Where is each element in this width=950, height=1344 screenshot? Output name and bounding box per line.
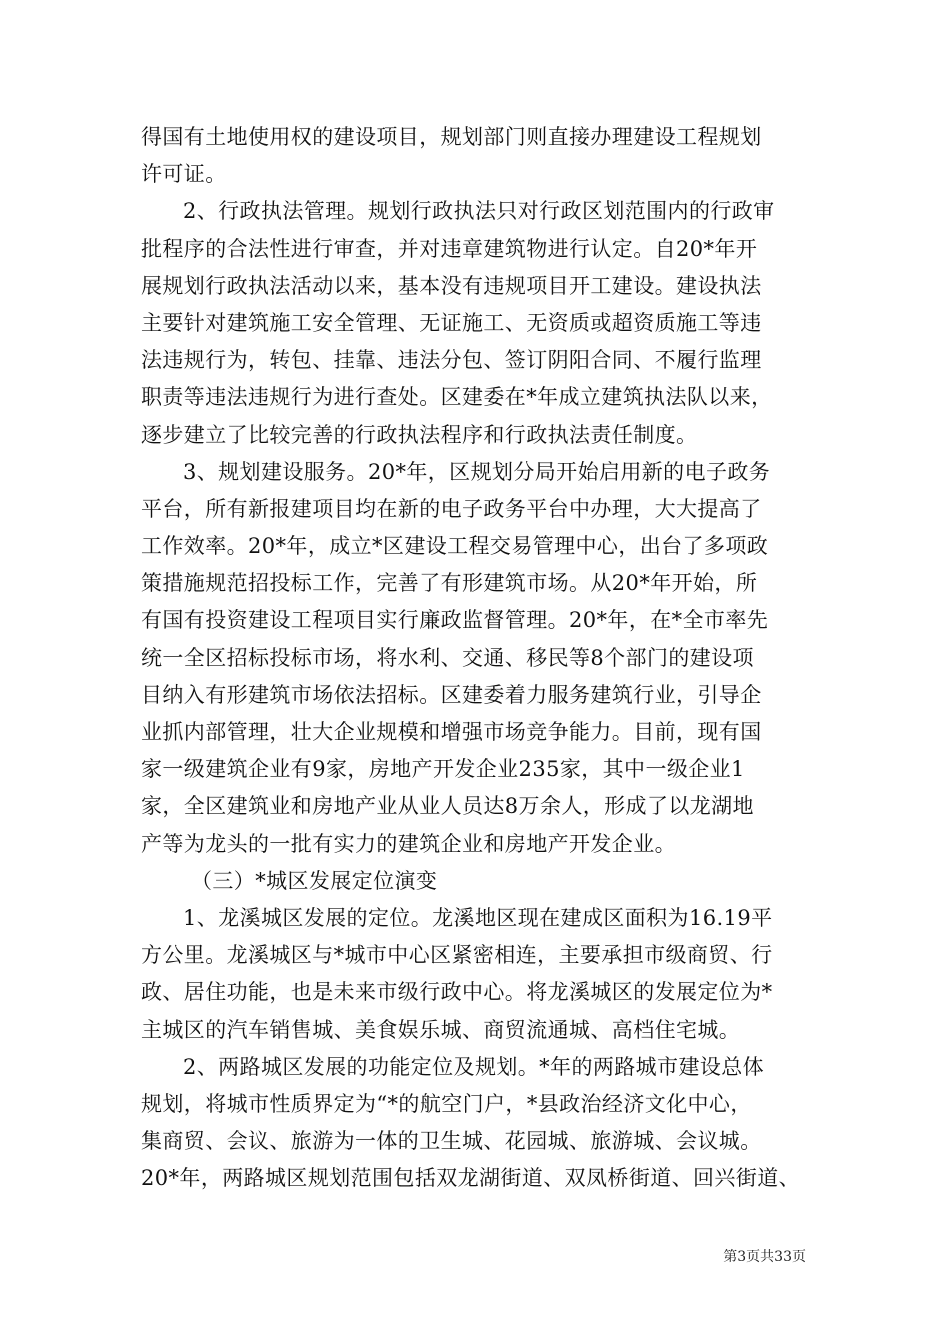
text-line: 统一全区招标投标市场，将水利、交通、移民等8个部门的建设项: [141, 645, 754, 670]
paragraph-start-line: 1、龙溪城区发展的定位。龙溪地区现在建成区面积为16.19平: [183, 905, 773, 930]
paragraph-start-line: 2、两路城区发展的功能定位及规划。*年的两路城市建设总体: [183, 1054, 765, 1079]
paragraph-start-line: 3、规划建设服务。20*年，区规划分局开始启用新的电子政务: [183, 459, 771, 484]
text-line: 职责等违法违规行为进行查处。区建委在*年成立建筑执法队以来，: [141, 385, 773, 410]
text-line: 政、居住功能，也是未来市级行政中心。将龙溪城区的发展定位为*: [141, 980, 773, 1005]
text-line: 产等为龙头的一批有实力的建筑企业和房地产开发企业。: [141, 831, 676, 856]
text-line: 主城区的汽车销售城、美食娱乐城、商贸流通城、高档住宅城。: [141, 1017, 741, 1042]
text-line: 主要针对建筑施工安全管理、无证施工、无资质或超资质施工等违: [141, 310, 762, 335]
text-line: 工作效率。20*年，成立*区建设工程交易管理中心，出台了多项政: [141, 534, 769, 559]
text-line: 法违规行为，转包、挂靠、违法分包、签订阴阳合同、不履行监理: [141, 348, 762, 373]
text-line: 策措施规范招投标工作，完善了有形建筑市场。从20*年开始，所: [141, 571, 758, 596]
text-line: 业抓内部管理，壮大企业规模和增强市场竞争能力。目前，现有国: [141, 720, 762, 744]
text-line: 批程序的合法性进行审查，并对违章建筑物进行认定。自20*年开: [141, 236, 758, 261]
text-line: 规划，将城市性质界定为“*的航空门户，*县政治经济文化中心，: [141, 1091, 752, 1116]
page-number-footer: 第3页共33页: [723, 1249, 806, 1265]
text-line: 许可证。: [141, 162, 227, 187]
text-line: 目纳入有形建筑市场依法招标。区建委着力服务建筑行业，引导企: [141, 682, 762, 707]
text-line: 逐步建立了比较完善的行政执法程序和行政执法责任制度。: [141, 422, 698, 447]
text-line: 有国有投资建设工程项目实行廉政监督管理。20*年，在*全市率先: [141, 608, 769, 633]
text-line: 得国有土地使用权的建设项目，规划部门则直接办理建设工程规划: [141, 125, 762, 149]
document-body: [141, 119, 821, 1197]
paragraph-start-line: 2、行政执法管理。规划行政执法只对行政区划范围内的行政审: [183, 199, 775, 224]
text-line: 展规划行政执法活动以来，基本没有违规项目开工建设。建设执法: [141, 273, 762, 298]
text-line: 家，全区建筑业和房地产业从业人员达8万余人，形成了以龙湖地: [141, 794, 754, 819]
text-line: 方公里。龙溪城区与*城市中心区紧密相连，主要承担市级商贸、行: [141, 943, 773, 968]
text-line: 家一级建筑企业有9家，房地产开发企业235家，其中一级企业1: [141, 757, 745, 782]
text-line: 20*年，两路城区规划范围包括双龙湖街道、双凤桥街道、回兴街道、: [141, 1166, 801, 1191]
text-line: 集商贸、会议、旅游为一体的卫生城、花园城、旅游城、会议城。: [141, 1129, 762, 1154]
text-line: 平台，所有新报建项目均在新的电子政务平台中办理，大大提高了: [141, 496, 762, 521]
section-heading: （三）*城区发展定位演变: [191, 868, 438, 893]
